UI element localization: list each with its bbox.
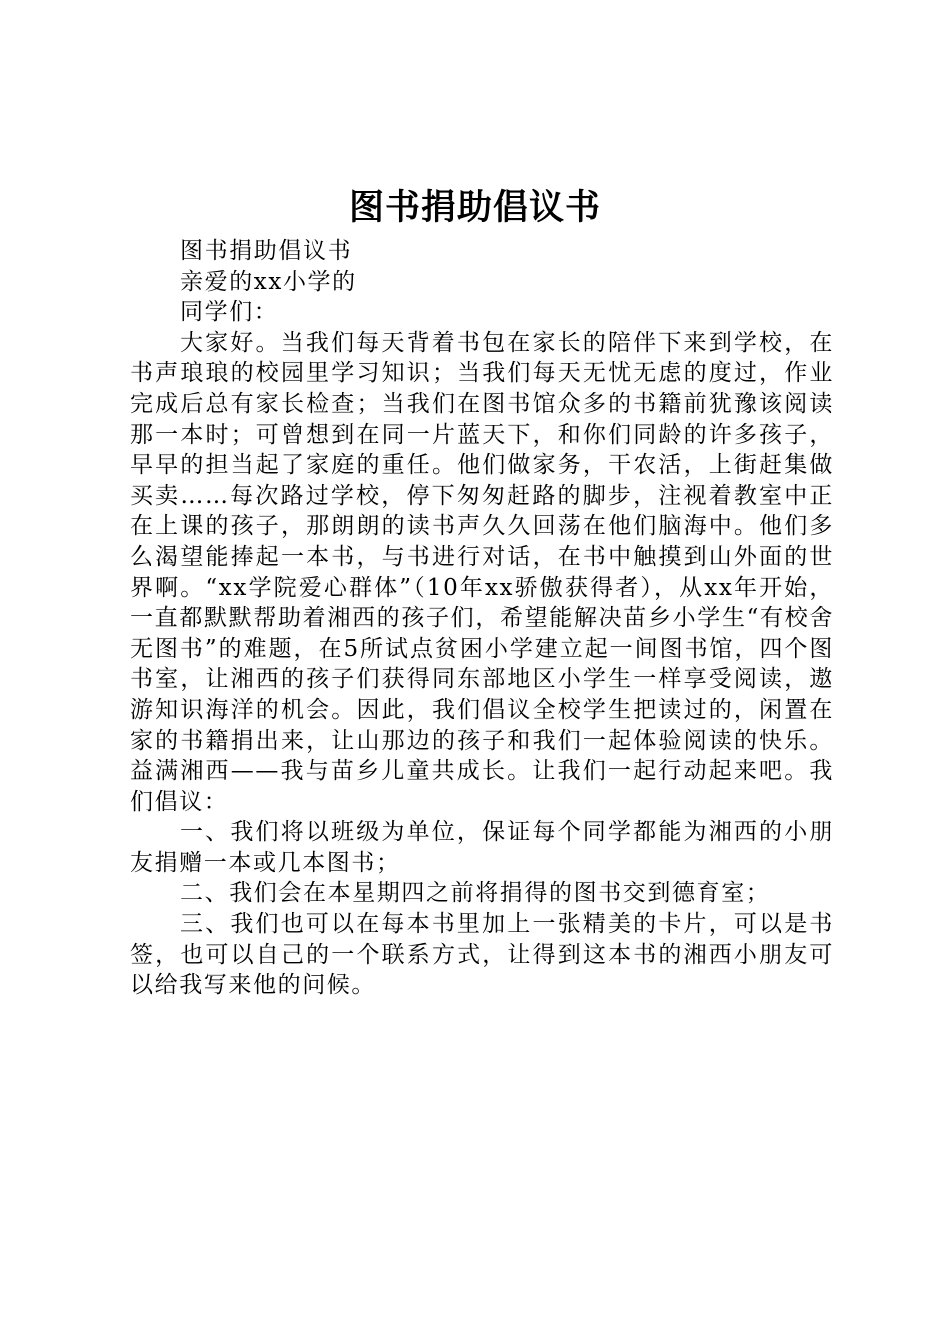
paragraph-proposal-3: 三、我们也可以在每本书里加上一张精美的卡片，可以是书签，也可以自己的一个联系方式，让得到这本书的湘西小朋友可以给我写来他的问候。 xyxy=(130,911,834,999)
paragraph-proposal-1: 一、我们将以班级为单位，保证每个同学都能为湘西的小朋友捐赠一本或几本图书； xyxy=(130,819,834,876)
paragraph-proposal-2: 二、我们会在本星期四之前将捐得的图书交到德育室； xyxy=(180,880,771,907)
document-body xyxy=(130,236,834,1001)
paragraph-main: 大家好。当我们每天背着书包在家长的陪伴下来到学校，在书声琅琅的校园里学习知识；当我们每天无忧无虑的度过，作业完成后总有家长检查；当我们在图书馆众多的书籍前犹豫该阅读那一本时；可曾想到在同一片蓝天下，和你们同龄的许多孩子，早早的担当起了家庭的重任。他们做家务，干农活，上街赶集做买卖……每次路过学校，停下匆匆赶路的脚步，注视着教室中正在上课的孩子，那朗朗的读书声久久回荡在他们脑海中。他们多么渴望能捧起一本书，与书进行对话，在书中触摸到山外面的世界啊。“xx学院爱心群体”（10年xx骄傲获得者），从xx年开始，一直都默默帮助着湘西的孩子们，希望能解决苗乡小学生“有校舍无图书”的难题，在5所试点贫困小学建立起一间图书馆，四个图书室，让湘西的孩子们获得同东部地区小学生一样享受阅读，遨游知识海洋的机会。因此，我们倡议全校学生把读过的，闲置在家的书籍捐出来，让山那边的孩子和我们一起体验阅读的快乐。益满湘西——我与苗乡儿童共成长。让我们一起行动起来吧。我们倡议： xyxy=(130,329,834,815)
document-title: 图书捐助倡议书 xyxy=(348,188,601,228)
paragraph-subtitle: 图书捐助倡议书 xyxy=(180,238,353,264)
paragraph-salutation: 亲爱的xx小学的 xyxy=(180,268,357,295)
paragraph-addressee: 同学们： xyxy=(180,299,279,326)
